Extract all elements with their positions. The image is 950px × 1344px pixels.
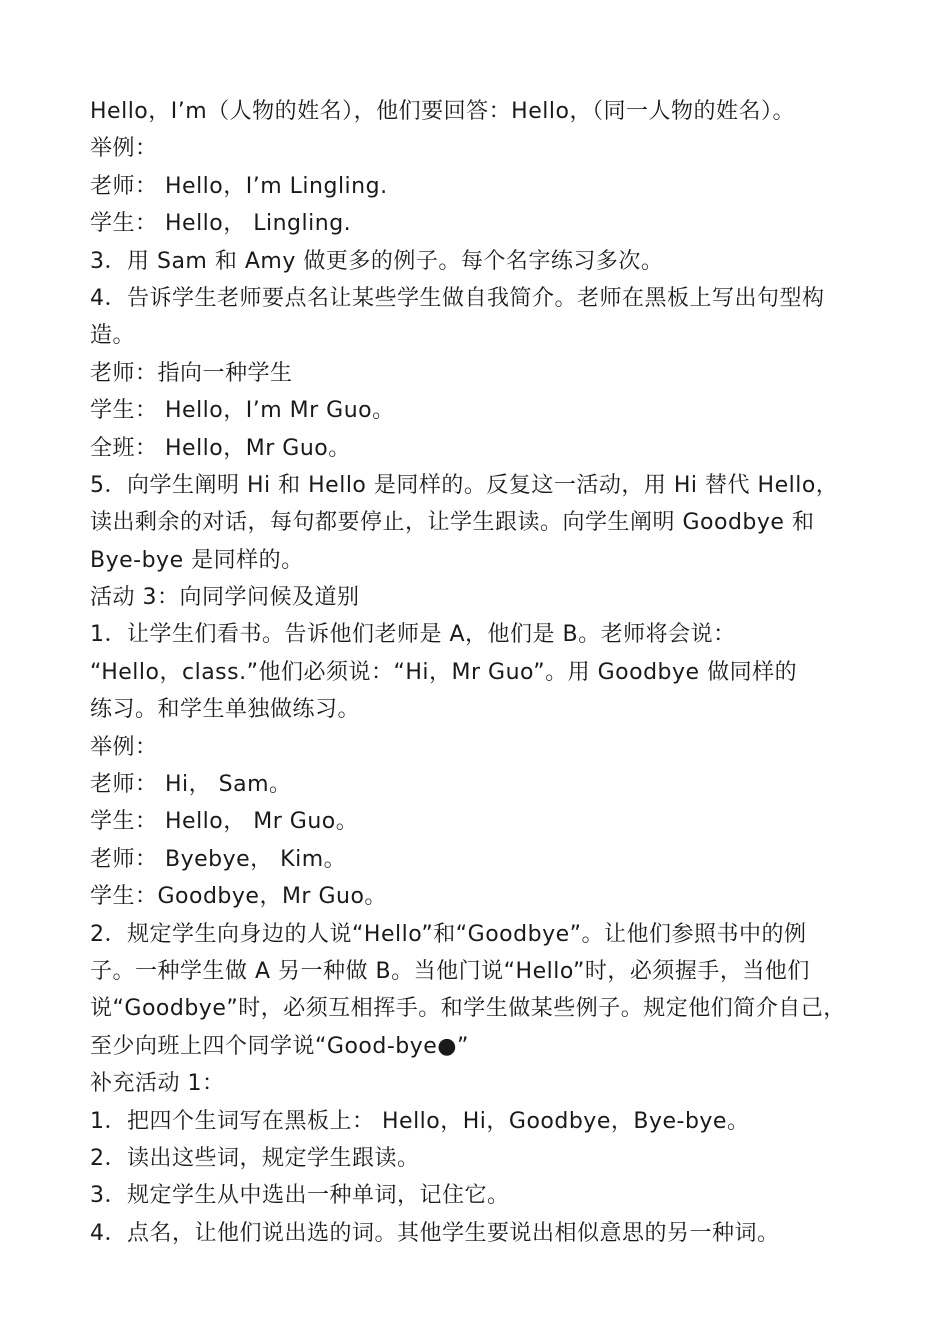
- text-line: 2．规定学生向身边的人说“Hello”和“Goodbye”。让他们参照书中的例: [90, 921, 807, 947]
- text-line: 说“Goodbye”时，必须互相挥手。和学生做某些例子。规定他们简介自己，: [90, 996, 846, 1022]
- text-line: 学生： Hello， Mr Guo。: [90, 809, 359, 835]
- text-line: 造。: [90, 323, 136, 349]
- text-line: 老师： Byebye， Kim。: [90, 846, 347, 872]
- text-line: 4．告诉学生老师要点名让某些学生做自我简介。老师在黑板上写出句型构: [90, 285, 825, 311]
- text-line: “Hello，class.”他们必须说：“Hi，Mr Guo”。用 Goodbye 做同样的: [90, 659, 798, 685]
- text-line: 3．规定学生从中选出一种单词，记住它。: [90, 1183, 510, 1209]
- text-line: 学生： Hello，I’m Mr Guo。: [90, 398, 395, 424]
- text-line: 1．让学生们看书。告诉他们老师是 A，他们是 B。老师将会说：: [90, 622, 736, 648]
- text-line: 至少向班上四个同学说“Good-bye●”: [90, 1033, 469, 1059]
- section-heading: 活动 3：向同学问候及道别: [90, 585, 360, 611]
- text-line: 4．点名，让他们说出选的词。其他学生要说出相似意思的另一种词。: [90, 1220, 780, 1246]
- text-line: 子。一种学生做 A 另一种做 B。当他门说“Hello”时，必须握手，当他们: [90, 958, 810, 984]
- text-line: 1．把四个生词写在黑板上： Hello，Hi，Goodbye，Bye-bye。: [90, 1108, 750, 1134]
- text-line: 5．向学生阐明 Hi 和 Hello 是同样的。反复这一活动，用 Hi 替代 Hello，: [90, 472, 839, 498]
- text-line: 举例：: [90, 734, 158, 760]
- text-line: 全班： Hello，Mr Guo。: [90, 435, 351, 461]
- document-body: [90, 93, 890, 1252]
- text-line: 读出剩余的对话，每句都要停止，让学生跟读。向学生阐明 Goodbye 和: [90, 510, 815, 536]
- text-line: 学生：Goodbye，Mr Guo。: [90, 884, 387, 910]
- text-line: 练习。和学生单独做练习。: [90, 697, 361, 723]
- section-heading: 补充活动 1：: [90, 1071, 225, 1097]
- text-line: 老师：指向一种学生: [90, 360, 293, 386]
- text-line: Hello，I’m（人物的姓名），他们要回答：Hello，（同一人物的姓名）。: [90, 99, 795, 124]
- text-line: 老师： Hello，I’m Lingling.: [90, 173, 388, 199]
- text-line: 学生： Hello， Lingling.: [90, 211, 352, 237]
- text-line: Bye-bye 是同样的。: [90, 547, 304, 573]
- text-line: 2．读出这些词，规定学生跟读。: [90, 1145, 420, 1171]
- text-line: 3．用 Sam 和 Amy 做更多的例子。每个名字练习多次。: [90, 248, 664, 274]
- text-line: 老师： Hi， Sam。: [90, 772, 292, 798]
- text-line: 举例：: [90, 136, 158, 162]
